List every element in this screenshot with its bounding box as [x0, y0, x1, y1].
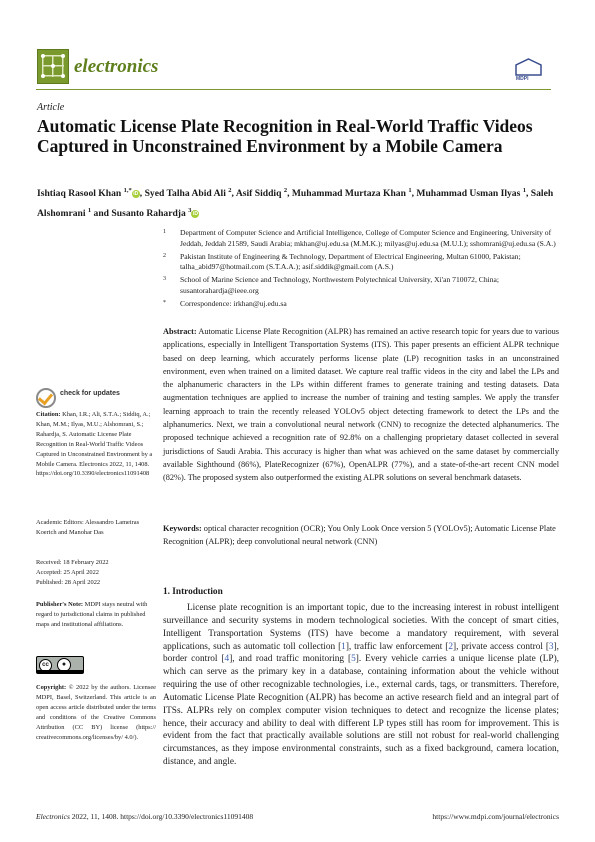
- keywords: [163, 522, 559, 549]
- reference-link[interactable]: 2: [448, 641, 453, 652]
- received-date: Received: 18 February 2022: [36, 559, 109, 566]
- copyright-text: © 2022 by the authors. Licensee MDPI, Basel, Switzerland. This article is an open access article distributed under the terms and conditions of the Creative Commons Attribution (CC BY) license (https:// creativecommons.org/licenses/by/ 4.0/).: [36, 684, 156, 741]
- header-rule: [36, 89, 551, 90]
- footer-journal: Electronics: [36, 812, 70, 821]
- author-name: Ishtiaq Rasool Khan $^{1,*}$: [37, 187, 132, 200]
- affiliation-item: 2 Pakistan Institute of Engineering & Technology, Department of Electrical Engineering, Multan 61000, Pakistan; talha_abid97@hotmail.com (S.T.A.A.); asif.siddik@gmail.com (A.S.): [163, 251, 521, 272]
- author-affiliation-mark: 1,*: [123, 187, 132, 194]
- section-heading: 1. Introduction: [163, 587, 223, 597]
- author-affiliation-mark: 2: [228, 187, 232, 194]
- abstract-label: Abstract:: [163, 327, 197, 336]
- mdpi-logo: [514, 58, 543, 77]
- paper-title: Automatic License Plate Recognition in Real-World Traffic Videos Captured in Unconstrained Environment by a Mobile Camera: [37, 116, 533, 156]
- author-name: Muhammad Murtaza Khan $^1$: [291, 187, 412, 200]
- citation-label: Citation:: [36, 411, 61, 418]
- author-affiliation-mark: 1: [408, 187, 412, 194]
- author-name: Asif Siddiq $^2$: [235, 187, 288, 200]
- abstract-text: Automatic License Plate Recognition (ALPR) has remained an active research topic for years due to various applications, especially in Intelligent Transportation Systems (ITS). This paper presents an efficient ALPR technique based on deep learning, which accurately performs license plate (LP) recognition tasks in an unconstrained environment, even when trained on a limited dataset. We capture real traffic videos in the city and label the LPs and the alphanumeric characters in the LPs within different frames to generate training and testing datasets. Data augmentation techniques are applied to increase the number of training and testing samples. We apply the transfer learning approach to train the recently released YOLOv5 object detecting framework to detect the LPs and the alphanumerics. Next, we train a convolutional neural network (CNN) to recognize the detected alphanumerics. The proposed technique achieved a recognition rate of 92.8% on a challenging proprietary dataset collected in several jurisdictions of Saudi Arabia. This accuracy is higher than what was achieved on the same dataset by commercially available Sighthound (86%), PlateRecognizer (67%), OpenALPR (77%), and a state-of-the-art recent CNN model (82%). The proposed system also outperformed the existing ALPR solutions on several benchmark datasets.: [163, 327, 559, 483]
- author-name: Muhammad Usman Ilyas $^1$: [416, 187, 526, 200]
- journal-name: electronics: [74, 56, 159, 77]
- cc-icon: cc: [39, 659, 52, 672]
- abstract: [163, 325, 559, 485]
- publisher-note-text: MDPI stays neutral with regard to jurisdictional claims in published maps and institutional affiliations.: [36, 601, 148, 628]
- academic-editors: [36, 518, 156, 538]
- orcid-icon[interactable]: iD: [133, 191, 139, 198]
- keywords-label: Keywords:: [163, 524, 202, 533]
- citation-block: [36, 410, 156, 479]
- reference-link[interactable]: 3: [548, 641, 554, 652]
- author-affiliation-mark: 3: [188, 206, 192, 214]
- reference-link[interactable]: 5: [351, 654, 356, 665]
- reference-link[interactable]: 4: [224, 654, 230, 665]
- footer-citation: 2022, 11, 1408. https://doi.org/10.3390/electronics11091408: [69, 812, 254, 821]
- affiliation-item: 1 Department of Computer Science and Artificial Intelligence, College of Computer Science and Engineering, University of Jeddah, Jeddah 21589, Saudi Arabia; mkhan@uj.edu.sa (M.M.K.); milyas@uj.edu.sa (M.U.I.); sshomrani@uj.edu.sa (S.A.): [163, 228, 556, 248]
- publisher-note-label: Publisher's Note:: [36, 601, 84, 608]
- copyright-label: Copyright:: [36, 684, 67, 691]
- footer-url[interactable]: https://www.mdpi.com/journal/electronics: [432, 812, 559, 821]
- citation-text: Khan, I.R.; Ali, S.T.A.; Siddiq, A.; Khan, M.M.; Ilyas, M.U.; Alshomrani, S.; Rahardja, S. Automatic License Plate Recognition in Real-World Traffic Videos Captured in Unconstrained Environment by a Mobile Camera. Electronics 2022, 11, 1408. https://doi.org/10.3390/electronics11091408: [36, 411, 153, 478]
- affiliation-item: 3 School of Marine Science and Technology, Northwestern Polytechnical University, Xi'an 710072, China; susantorahardja@ieee.org: [163, 275, 499, 295]
- author-affiliation-mark: 1: [522, 187, 526, 194]
- author-list: Ishtiaq Rasool Khan $^{1,*}$iD , Syed Talha Abid Ali $^2$, Asif Siddiq $^2$, Muhammad Murtaza Khan $^1$, Muhammad Usman Ilyas $^1$, Saleh Alshomrani $^1$ and Susanto Rahardja $^3$iD: [37, 187, 554, 219]
- affiliation-item: * Correspondence: irkhan@uj.edu.sa: [163, 298, 287, 308]
- copyright-block: [36, 683, 156, 742]
- reference-link[interactable]: 1: [341, 641, 346, 652]
- intro-paragraph: License plate recognition is an important topic, due to the increasing interest in robust intelligent surveillance and security systems in modern technological societies. With the concept of smart cities, Intelligent Transportation Systems (ITS) have become a mandatory requirement, with several applications, such as automatic toll collection [1], traffic law enforcement [2], private access control [3], border control [4], and road traffic monitoring [5]. Every vehicle carries a unique license plate (LP), which can serve as the primary key in a database, containing information about the vehicle without requiring the use of other recognizable technologies, i.e., external cards, tags, or transmitters. Therefore, Automatic License Plate Recognition (ALPR) has become an active research field and an integral part of ITSs. ALPRs rely on complex computer vision techniques to detect and recognize the license plates; hence, their accuracy and ability to deal with different LP types still has room for improvement. This is evident from the fact that practically available solutions are still not robust for real-world challenging circumstances, as they impose environmental constraints, such as a fixed background, camera location, distance, and angle.: [163, 603, 559, 768]
- author-name: Susanto Rahardja $^3$: [111, 206, 192, 219]
- editors-names: Alessandro Lameiras Koerich and Manohar Das: [36, 519, 140, 536]
- orcid-icon[interactable]: iD: [192, 210, 198, 217]
- article-type: Article: [37, 102, 65, 113]
- cc-by-license-icon[interactable]: [36, 656, 84, 674]
- keywords-text: optical character recognition (OCR); You Only Look Once version 5 (YOLOv5); Automatic License Plate Recognition (ALPR); deep convolutional neural network (CNN): [163, 524, 556, 547]
- author-name: Saleh Alshomrani $^1$: [37, 188, 554, 219]
- accepted-date: Accepted: 25 April 2022: [36, 568, 100, 576]
- author-affiliation-mark: 1: [87, 206, 92, 214]
- published-date: Published: 28 April 2022: [36, 578, 101, 586]
- author-affiliation-mark: 2: [283, 187, 288, 194]
- page-footer: [36, 812, 559, 821]
- publisher-note: [36, 600, 156, 630]
- by-person-icon: ●: [57, 658, 71, 672]
- editors-label: Academic Editors:: [36, 519, 84, 526]
- check-updates-label: check for updates: [60, 390, 120, 397]
- journal-logo: [37, 49, 69, 84]
- author-name: Syed Talha Abid Ali $^2$: [144, 187, 232, 200]
- affiliations: [163, 228, 558, 312]
- dates-block: [36, 558, 156, 588]
- publisher-name: MDPI: [516, 76, 529, 82]
